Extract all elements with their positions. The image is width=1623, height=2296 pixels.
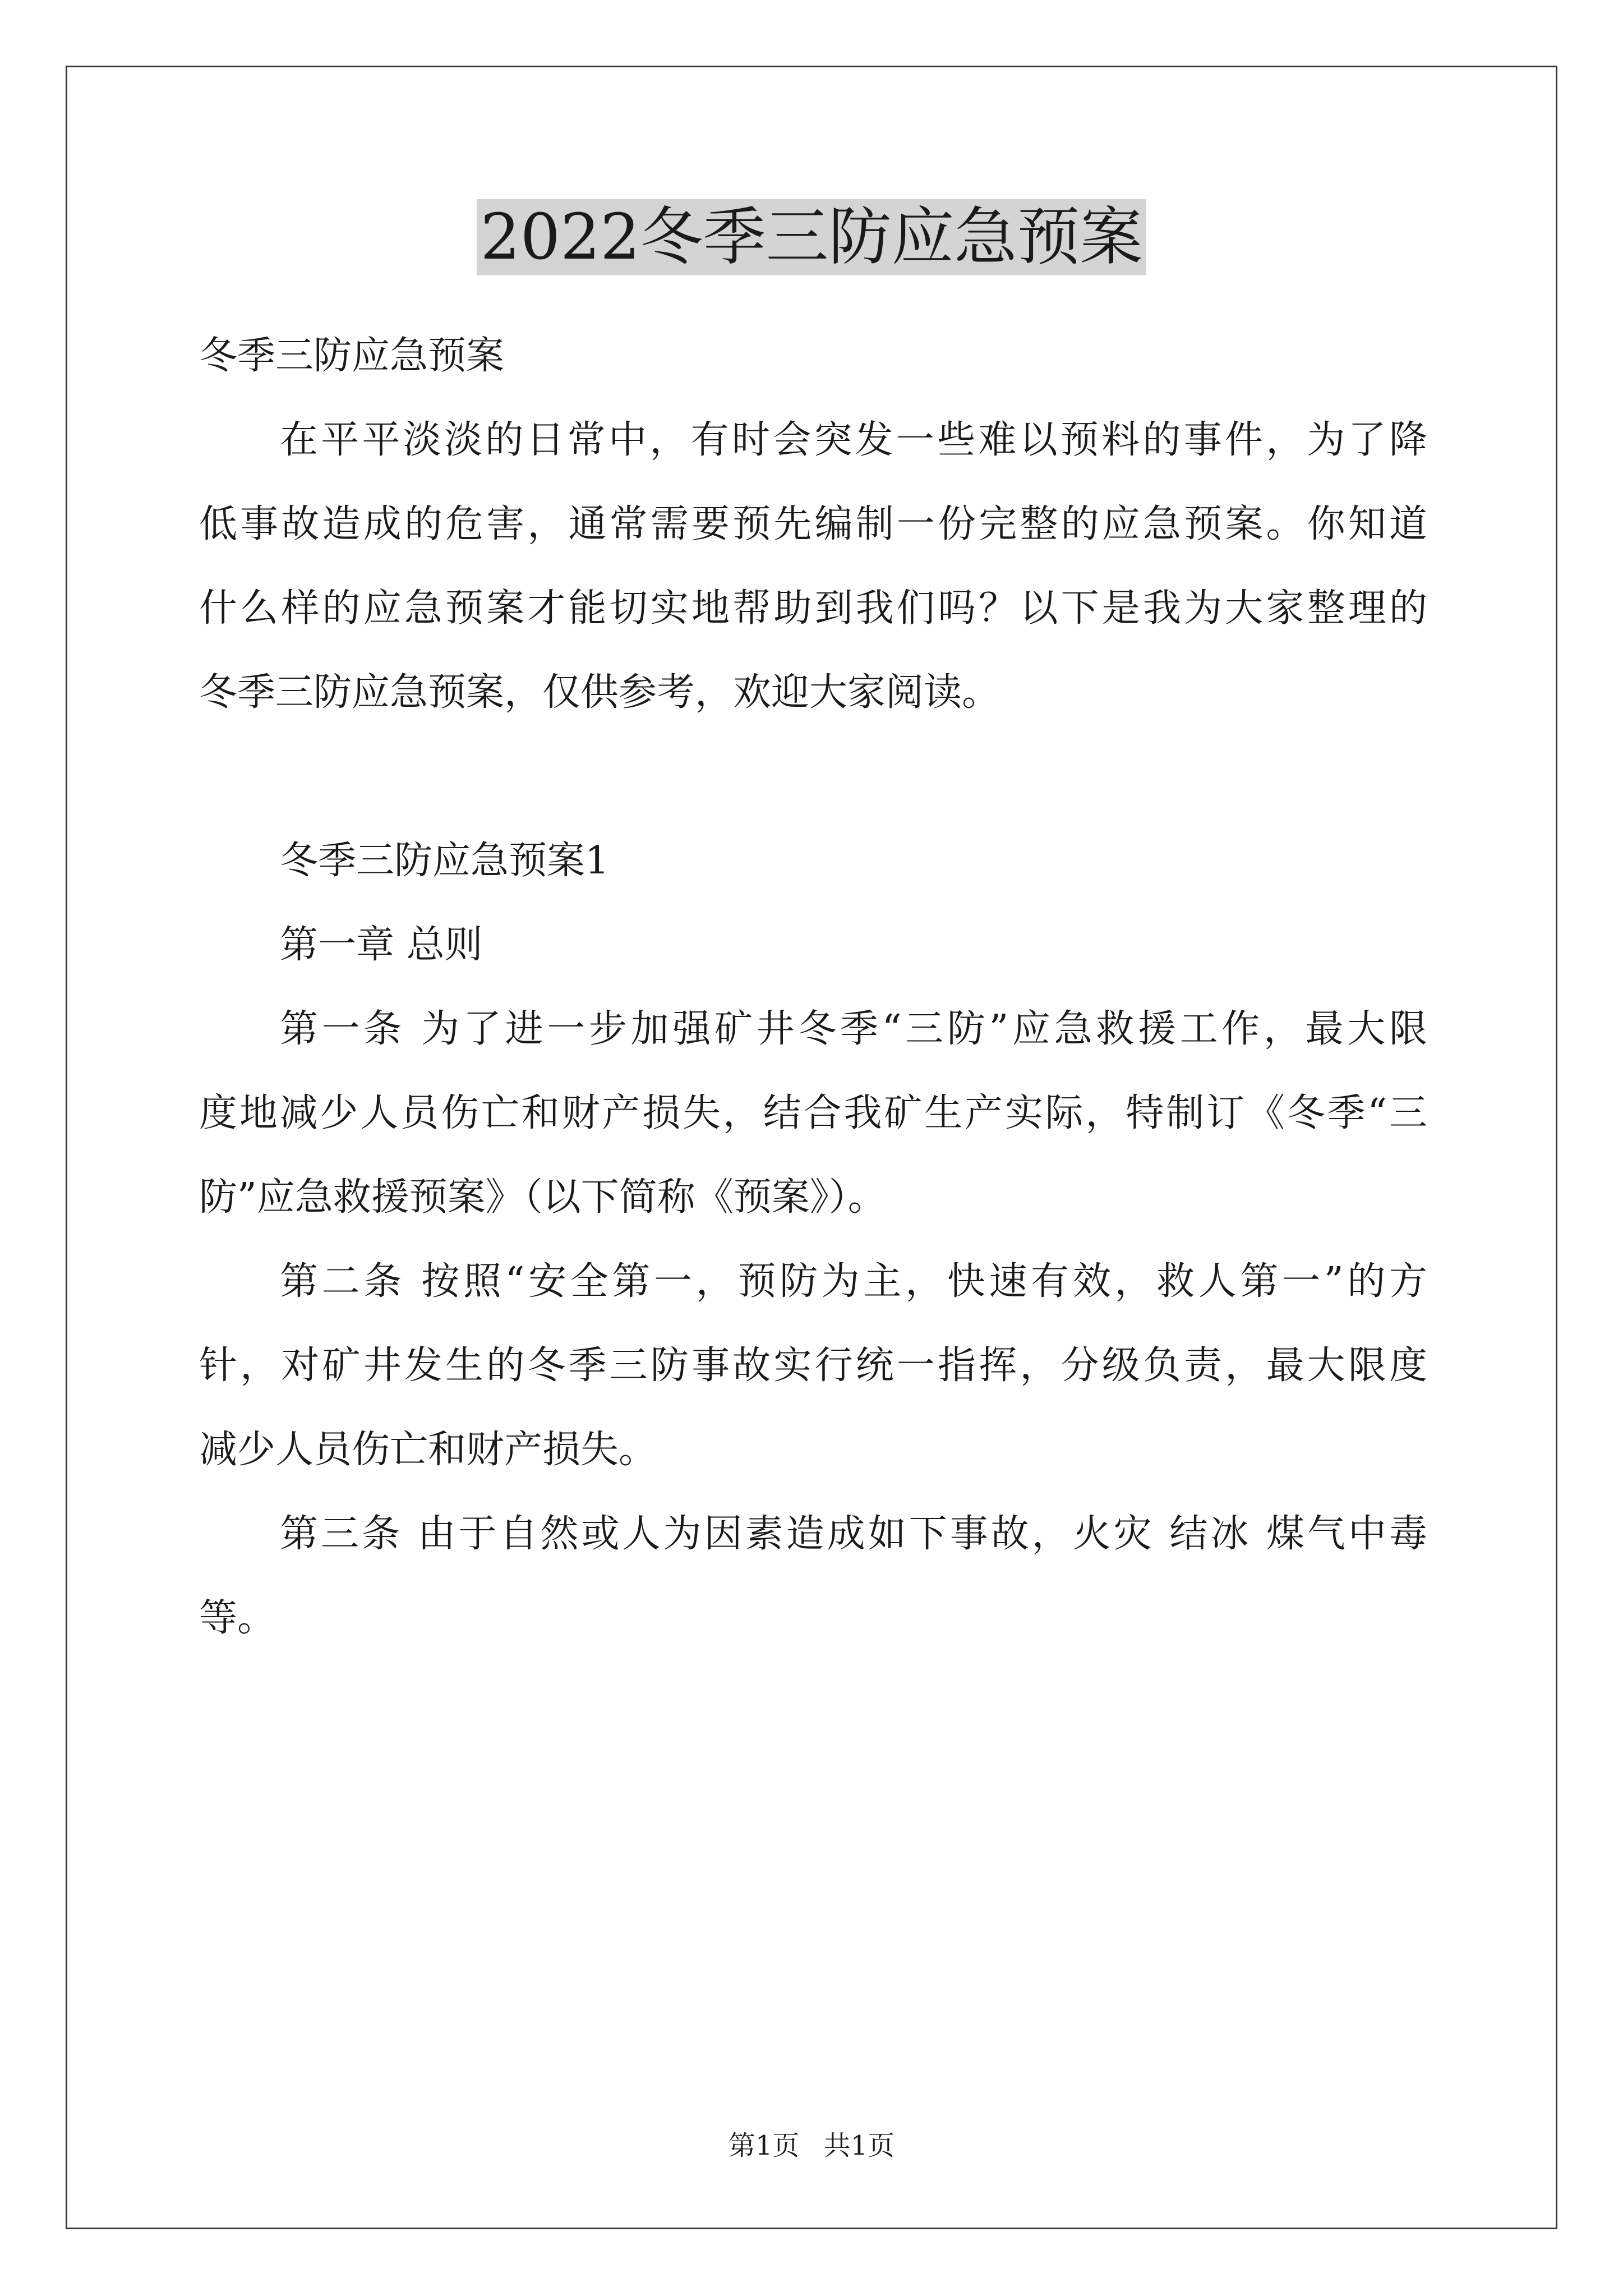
title-area bbox=[0, 199, 1623, 275]
article-1-line-2: 度地减少人员伤亡和财产损失，结合我矿生产实际，特制订《冬季“三 bbox=[199, 1091, 1427, 1135]
article-1-line-3: 防”应急救援预案》（以下简称《预案》）。 bbox=[199, 1175, 886, 1220]
chapter-heading: 第一章 总则 bbox=[280, 923, 483, 967]
intro-line-1: 在平平淡淡的日常中，有时会突发一些难以预料的事件，为了降 bbox=[280, 418, 1427, 462]
intro-line-4: 冬季三防应急预案，仅供参考，欢迎大家阅读。 bbox=[199, 670, 1000, 715]
article-3-line-2: 等。 bbox=[199, 1596, 276, 1640]
spacer bbox=[199, 735, 1427, 819]
section-heading: 冬季三防应急预案1 bbox=[280, 839, 610, 883]
page-footer bbox=[0, 2129, 1623, 2162]
article-1-line-1: 第一条 为了进一步加强矿井冬季“三防”应急救援工作，最大限 bbox=[280, 1007, 1427, 1051]
page-number-total: 共1页 bbox=[823, 2130, 895, 2161]
article-3-line-1: 第三条 由于自然或人为因素造成如下事故，火灾 结冰 煤气中毒 bbox=[280, 1512, 1427, 1556]
document-title: 2022冬季三防应急预案 bbox=[477, 199, 1146, 275]
article-2-line-3: 减少人员伤亡和财产损失。 bbox=[199, 1428, 657, 1472]
article-2-line-1: 第二条 按照“安全第一，预防为主，快速有效，救人第一”的方 bbox=[280, 1259, 1427, 1304]
intro-line-2: 低事故造成的危害，通常需要预先编制一份完整的应急预案。你知道 bbox=[199, 502, 1427, 546]
document-body bbox=[199, 314, 1427, 1660]
intro-line-3: 什么样的应急预案才能切实地帮助到我们吗？以下是我为大家整理的 bbox=[199, 586, 1427, 631]
page-number-current: 第1页 bbox=[728, 2130, 800, 2161]
article-2-line-2: 针，对矿井发生的冬季三防事故实行统一指挥，分级负责，最大限度 bbox=[199, 1343, 1427, 1388]
subtitle: 冬季三防应急预案 bbox=[199, 334, 505, 378]
